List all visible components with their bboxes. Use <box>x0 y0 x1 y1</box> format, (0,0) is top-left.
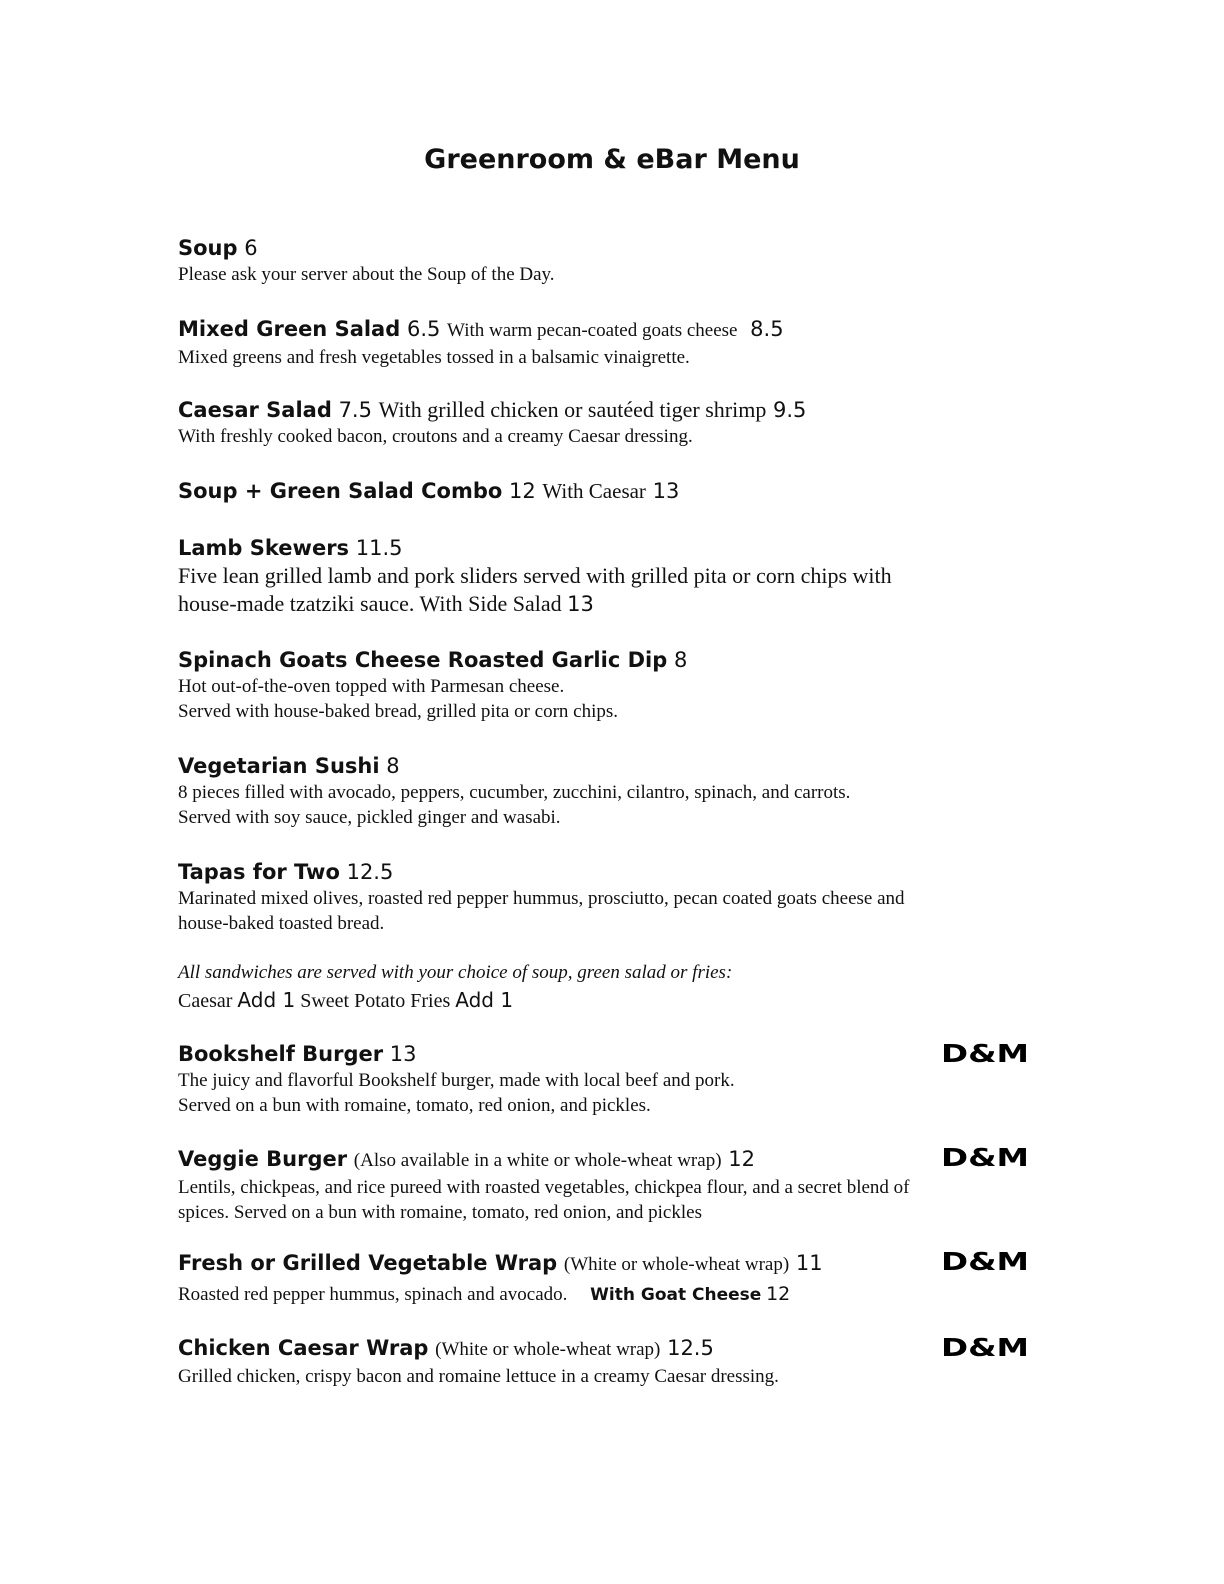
svg-text:D&M: D&M <box>941 1249 1029 1273</box>
item-option-price: 13 <box>567 592 594 616</box>
item-price: 12 <box>728 1147 755 1171</box>
menu-item-vegetarian-sushi <box>178 752 1058 830</box>
item-description: The juicy and flavorful Bookshelf burger, made with local beef and pork. <box>178 1070 735 1091</box>
item-option: With warm pecan-coated goats cheese <box>447 320 738 341</box>
item-price: 11.5 <box>355 536 403 560</box>
item-description: Mixed greens and fresh vegetables tossed in a balsamic vinaigrette. <box>178 347 690 368</box>
side-sweet-potato-price: Add 1 <box>455 988 514 1012</box>
svg-text:D&M: D&M <box>941 1041 1029 1065</box>
page-title: Greenroom & eBar Menu <box>424 144 800 175</box>
menu-item-lamb-skewers <box>178 534 1058 618</box>
dm-logo <box>941 1335 1029 1359</box>
item-option-price: 9.5 <box>773 398 807 422</box>
item-description: spices. Served on a bun with romaine, tomato, red onion, and pickles <box>178 1202 702 1223</box>
item-price: 8 <box>673 648 688 672</box>
item-note: (White or whole-wheat wrap) <box>435 1339 661 1360</box>
dm-logo <box>941 1249 1029 1273</box>
item-description: Roasted red pepper hummus, spinach and avocado. <box>178 1284 568 1305</box>
item-note: (White or whole-wheat wrap) <box>563 1254 790 1275</box>
item-option: With grilled chicken or sautéed tiger shrimp <box>378 397 767 422</box>
menu-item-chicken-caesar-wrap <box>178 1334 1058 1389</box>
menu-item-caesar-salad <box>178 396 1058 449</box>
item-price: 12 <box>508 479 536 503</box>
item-option: With Goat Cheese <box>590 1285 762 1305</box>
item-option-price: 8.5 <box>750 317 784 341</box>
item-description: Served with soy sauce, pickled ginger and wasabi. <box>178 807 561 828</box>
sandwich-note-text: All sandwiches are served with your choice of soup, green salad or fries: <box>178 962 733 983</box>
item-price: 12.5 <box>346 860 394 884</box>
sandwich-sides-note <box>178 960 732 1015</box>
item-name: Tapas for Two <box>178 860 340 884</box>
item-description: Grilled chicken, crispy bacon and romaine lettuce in a creamy Caesar dressing. <box>178 1366 779 1387</box>
menu-item-tapas-for-two <box>178 858 1058 936</box>
item-name: Mixed Green Salad <box>178 317 401 341</box>
item-price: 6.5 <box>406 317 441 341</box>
item-option-price: 12 <box>766 1283 791 1305</box>
item-name: Soup + Green Salad Combo <box>178 479 503 503</box>
item-price: 12.5 <box>667 1336 714 1360</box>
dm-logo <box>941 1041 1029 1065</box>
item-price: 13 <box>389 1042 417 1066</box>
item-price: 8 <box>386 754 400 778</box>
side-caesar: Caesar <box>178 990 233 1012</box>
item-name: Veggie Burger <box>178 1147 348 1171</box>
item-name: Bookshelf Burger <box>178 1042 384 1066</box>
svg-text:D&M: D&M <box>941 1145 1029 1169</box>
item-name: Soup <box>178 236 238 260</box>
item-name: Chicken Caesar Wrap <box>178 1336 429 1360</box>
item-description: house-baked toasted bread. <box>178 913 385 934</box>
item-option: With Caesar <box>542 479 646 503</box>
dm-logo <box>941 1145 1029 1169</box>
item-description: Served on a bun with romaine, tomato, red onion, and pickles. <box>178 1095 651 1116</box>
side-sweet-potato-fries: Sweet Potato Fries <box>300 990 451 1012</box>
menu-item-soup <box>178 234 1058 287</box>
svg-text:D&M: D&M <box>941 1335 1029 1359</box>
item-description: 8 pieces filled with avocado, peppers, cucumber, zucchini, cilantro, spinach, and carrots. <box>178 782 851 803</box>
item-name: Vegetarian Sushi <box>178 754 380 778</box>
item-description: Five lean grilled lamb and pork sliders served with grilled pita or corn chips with <box>178 563 892 588</box>
menu-item-mixed-green-salad <box>178 315 1058 370</box>
item-price: 7.5 <box>338 398 372 422</box>
menu-item-spinach-dip <box>178 646 1058 724</box>
menu-item-bookshelf-burger <box>178 1040 1058 1118</box>
item-price: 6 <box>244 236 258 260</box>
item-name: Lamb Skewers <box>178 536 350 560</box>
item-description: With freshly cooked bacon, croutons and a creamy Caesar dressing. <box>178 426 693 447</box>
item-name: Fresh or Grilled Vegetable Wrap <box>178 1251 558 1275</box>
item-description: Lentils, chickpeas, and rice pureed with roasted vegetables, chickpea flour, and a secret blend of <box>178 1177 910 1198</box>
item-option-price: 13 <box>652 479 680 503</box>
item-name: Spinach Goats Cheese Roasted Garlic Dip <box>178 648 668 672</box>
item-description: Hot out-of-the-oven topped with Parmesan cheese. <box>178 676 565 697</box>
item-description: Please ask your server about the Soup of the Day. <box>178 264 555 285</box>
item-description: house-made tzatziki sauce. With Side Salad <box>178 591 562 616</box>
menu-item-veggie-burger <box>178 1145 1058 1225</box>
menu-item-vegetable-wrap <box>178 1249 1058 1310</box>
item-description: Served with house-baked bread, grilled pita or corn chips. <box>178 701 619 722</box>
item-name: Caesar Salad <box>178 398 332 422</box>
item-price: 11 <box>795 1251 823 1275</box>
side-caesar-price: Add 1 <box>237 988 296 1012</box>
item-description: Marinated mixed olives, roasted red pepper hummus, prosciutto, pecan coated goats cheese and <box>178 888 905 909</box>
menu-item-soup-salad-combo <box>178 477 1058 505</box>
item-note: (Also available in a white or whole-wheat wrap) <box>353 1150 722 1171</box>
